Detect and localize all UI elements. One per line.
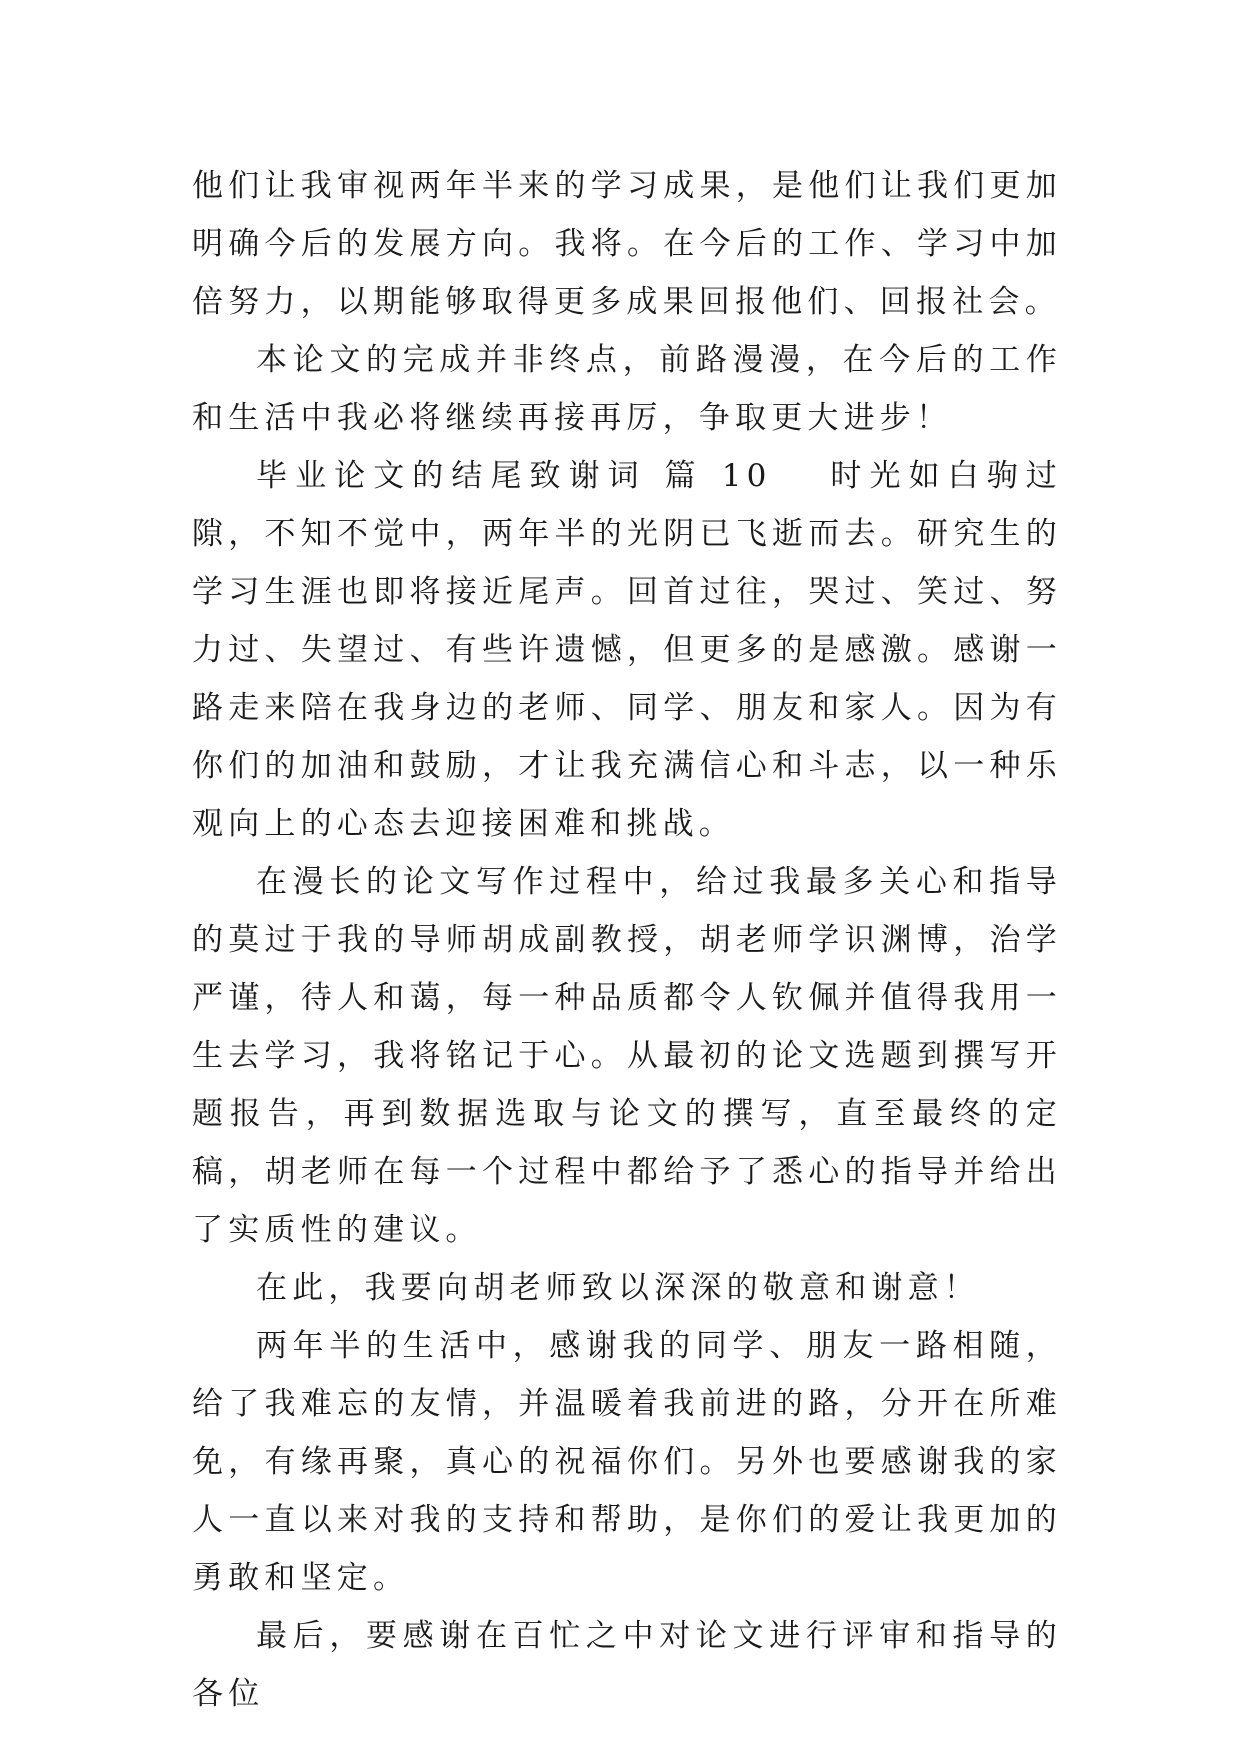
paragraph-3-text: 时光如白驹过隙，不知不觉中，两年半的光阴已飞逝而去。研究生的学习生涯也即将接近尾声。回首过往，哭过、笑过、努力过、失望过、有些许遗憾，但更多的是感激。感谢一路走来陪在我身边的老师、同学、朋友和家人。因为有你们的加油和鼓励，才让我充满信心和斗志，以一种乐观向上的心态去迎接困难和挑战。 bbox=[192, 458, 1063, 842]
section-heading: 毕业论文的结尾致谢词 篇 10 bbox=[256, 458, 772, 494]
paragraph-3 bbox=[192, 447, 1062, 853]
paragraph-2: 本论文的完成并非终点，前路漫漫，在今后的工作和生活中我必将继续再接再厉，争取更大进步！ bbox=[192, 342, 1062, 436]
paragraph-1: 他们让我审视两年半来的学习成果，是他们让我们更加明确今后的发展方向。我将。在今后的工作、学习中加倍努力，以期能够取得更多成果回报他们、回报社会。 bbox=[192, 168, 1062, 320]
paragraph-6: 两年半的生活中，感谢我的同学、朋友一路相随，给了我难忘的友情，并温暖着我前进的路，分开在所难免，有缘再聚，真心的祝福你们。另外也要感谢我的家人一直以来对我的支持和帮助，是你们的爱让我更加的勇敢和坚定。 bbox=[192, 1328, 1062, 1596]
paragraph-4: 在漫长的论文写作过程中，给过我最多关心和指导的莫过于我的导师胡成副教授，胡老师学识渊博，治学严谨，待人和蔼，每一种品质都令人钦佩并值得我用一生去学习，我将铭记于心。从最初的论文选题到撰写开题报告，再到数据选取与论文的撰写，直至最终的定稿，胡老师在每一个过程中都给予了悉心的指导并给出了实质性的建议。 bbox=[192, 864, 1062, 1248]
paragraph-7: 最后，要感谢在百忙之中对论文进行评审和指导的各位 bbox=[192, 1618, 1062, 1712]
paragraph-5: 在此，我要向胡老师致以深深的敬意和谢意！ bbox=[256, 1270, 980, 1306]
document-body bbox=[192, 157, 1062, 1723]
